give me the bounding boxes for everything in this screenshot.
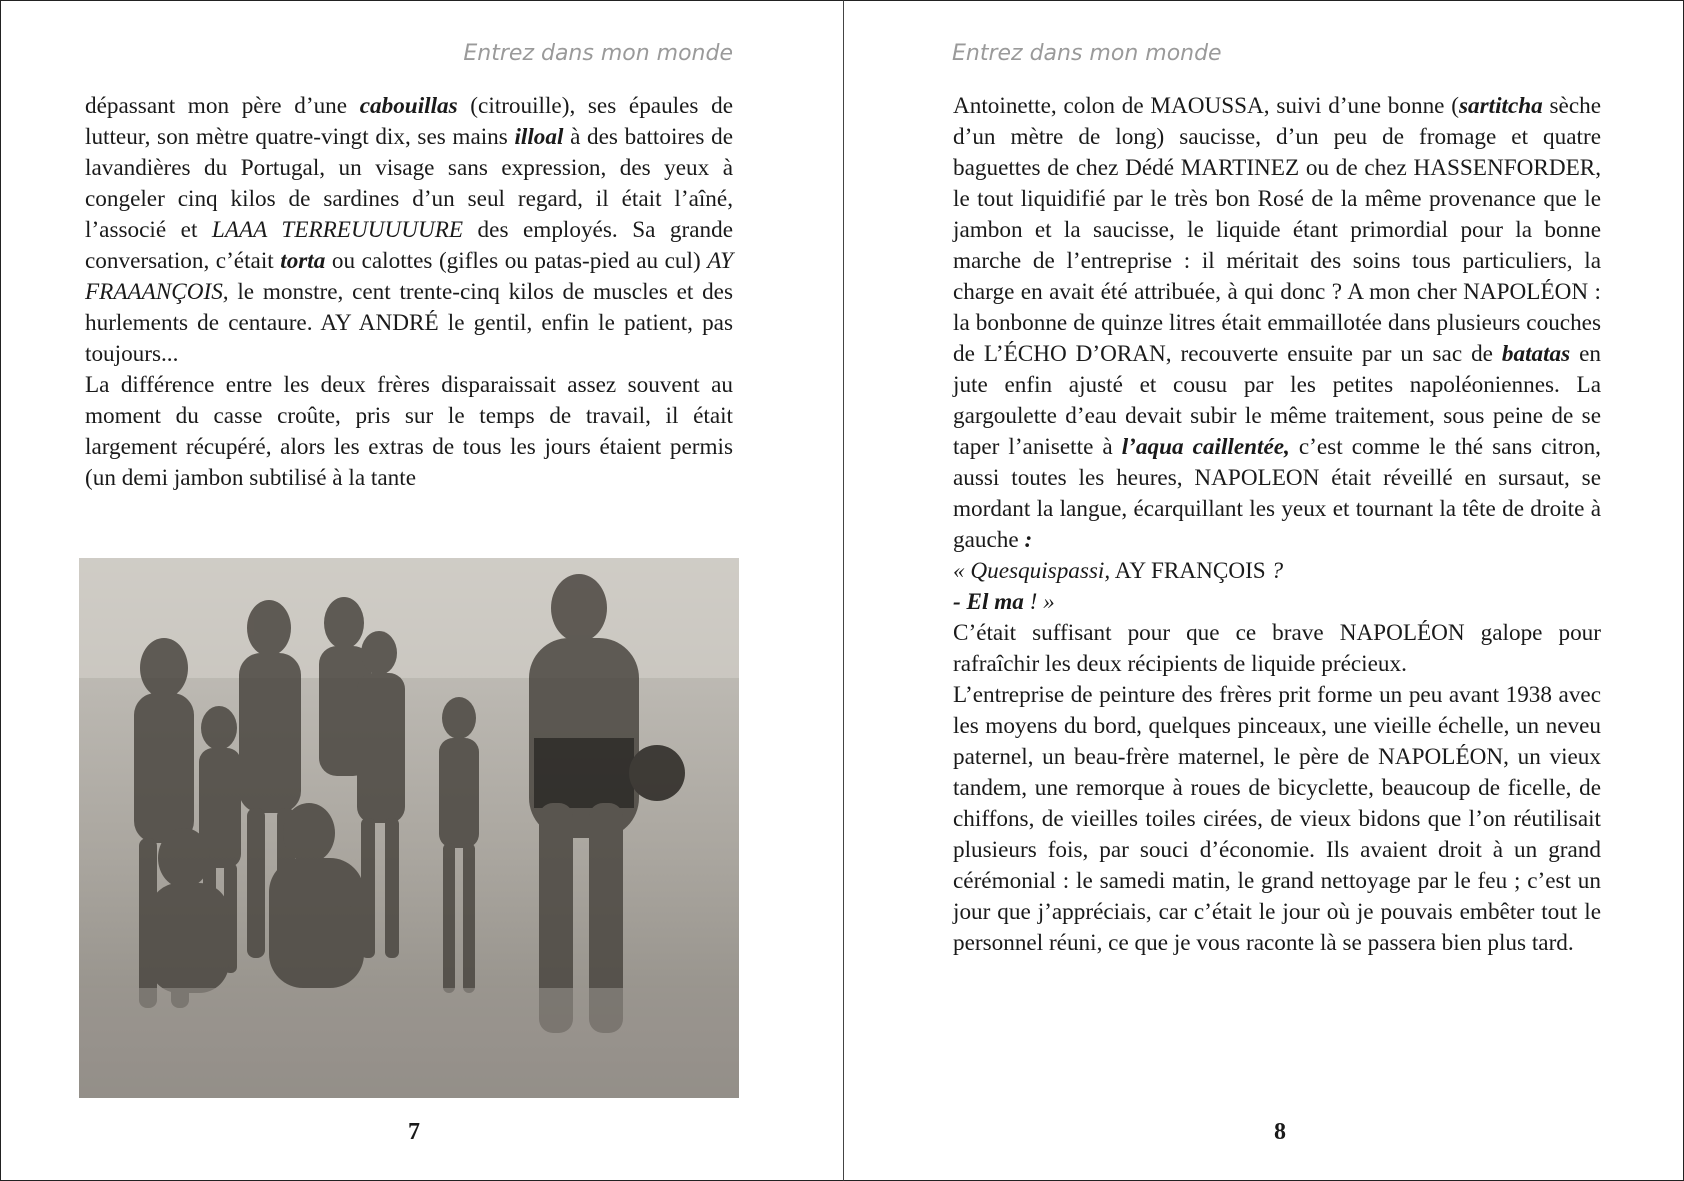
page-number: 7 bbox=[408, 1119, 420, 1145]
text-run: C’était suffisant pour que ce brave NAPOLÉON galope pour rafraîchir les deux récipients de liquide précieux. bbox=[953, 620, 1601, 677]
text-run: en jute enfin ajusté et cousu par les petites napoléoniennes. La gargoulette d’eau devait subir le même traitement, sous peine de se taper l’anisette à bbox=[953, 341, 1602, 460]
text-run: l’aqua caillentée, bbox=[1121, 434, 1290, 460]
text-run: sèche d’un mètre de long) saucisse, d’un peu de fromage et quatre baguettes de chez Dédé MARTINEZ ou de chez HASSENFORDER, le tout liquidifié par le très bon Rosé de la même provenance que le jambon et la saucisse, le liquide étant primordial pour la bonne marche de l’entreprise : il méritait des soins tous particuliers, la charge en avait été attribuée, à qui donc ? A mon cher NAPOLÉON : la bonbonne de quinze litres était emmaillotée dans plusieurs couches de L’ÉCHO D’ORAN, recouverte ensuite par un sac de bbox=[953, 93, 1602, 367]
text-run: à des battoires de lavandières du Portugal, un visage sans expression, des yeux à congeler cinq kilos de sardines d’un seul regard, il était l’aîné, l’associé et bbox=[85, 124, 733, 243]
text-run: sartitcha bbox=[1458, 93, 1543, 119]
paragraph bbox=[953, 91, 1601, 556]
photo-illustration bbox=[79, 558, 739, 1098]
paragraph bbox=[953, 556, 1601, 587]
text-run: AY FRANÇOIS bbox=[1110, 558, 1272, 584]
text-run: AY FRAAANÇOIS, bbox=[85, 248, 733, 305]
text-run: ! » bbox=[1023, 589, 1055, 615]
paragraph bbox=[953, 587, 1601, 618]
text-run: des employés. Sa grande conversation, c’était bbox=[85, 217, 733, 274]
text-run: cabouillas bbox=[359, 93, 458, 119]
text-run: - El ma bbox=[953, 589, 1024, 615]
right-page bbox=[843, 0, 1684, 1181]
paragraph bbox=[85, 370, 733, 494]
page-body-text bbox=[953, 91, 1601, 959]
text-run: LAAA TERREUUUUURE bbox=[211, 217, 464, 243]
running-header: Entrez dans mon monde bbox=[952, 41, 1222, 66]
text-run: La différence entre les deux frères disparaissait assez souvent au moment du casse croûte, pris sur le temps de travail, il était largement récupéré, alors les extras de tous les jours étaient permis (un demi jambon subtilisé à la tante bbox=[85, 372, 733, 491]
text-run: ? bbox=[1271, 558, 1284, 584]
text-run: (citrouille), ses épaules de lutteur, son mètre quatre-vingt dix, ses mains bbox=[85, 93, 733, 150]
text-run: ou calottes (gifles ou patas-pied au cul) bbox=[325, 248, 708, 274]
text-run: « Quesquispassi, bbox=[953, 558, 1111, 584]
text-run: illoal bbox=[514, 124, 564, 150]
page-body-text bbox=[85, 91, 733, 494]
family-beach-photo bbox=[79, 558, 739, 1098]
text-run: torta bbox=[280, 248, 326, 274]
page-number: 8 bbox=[1274, 1119, 1286, 1145]
text-run: le monstre, cent trente-cinq kilos de muscles et des hurlements de centaure. AY ANDRÉ le gentil, enfin le patient, pas toujours... bbox=[85, 279, 733, 367]
paragraph bbox=[953, 618, 1601, 680]
running-header: Entrez dans mon monde bbox=[463, 41, 733, 66]
text-run: c’est comme le thé sans citron, aussi toutes les heures, NAPOLEON était réveillé en sursaut, se mordant la langue, écarquillant les yeux et tournant la tête de droite à gauche bbox=[953, 434, 1601, 553]
paragraph bbox=[85, 91, 733, 370]
text-run: dépassant mon père d’une bbox=[85, 93, 360, 119]
text-run: batatas bbox=[1501, 341, 1571, 367]
paragraph bbox=[953, 680, 1601, 959]
text-run: : bbox=[1024, 527, 1033, 553]
text-run: L’entreprise de peinture des frères prit forme un peu avant 1938 avec les moyens du bord, quelques pinceaux, une vieille échelle, un neveu paternel, un beau-frère maternel, le père de NAPOLÉON, un vieux tandem, une remorque à roues de bicyclette, beaucoup de ficelle, de chiffons, de vieilles toiles cirées, de vieux bidons que l’on réutilisait plusieurs fois, par souci d’économie. Ils avaient droit à un grand cérémonial : le samedi matin, le grand nettoyage par le feu ; c’est un jour que j’appréciais, car c’était le jour où je pouvais embêter tout le personnel réuni, ce que je vous raconte là se passera bien plus tard. bbox=[953, 682, 1601, 956]
text-run: Antoinette, colon de MAOUSSA, suivi d’une bonne ( bbox=[953, 93, 1459, 119]
